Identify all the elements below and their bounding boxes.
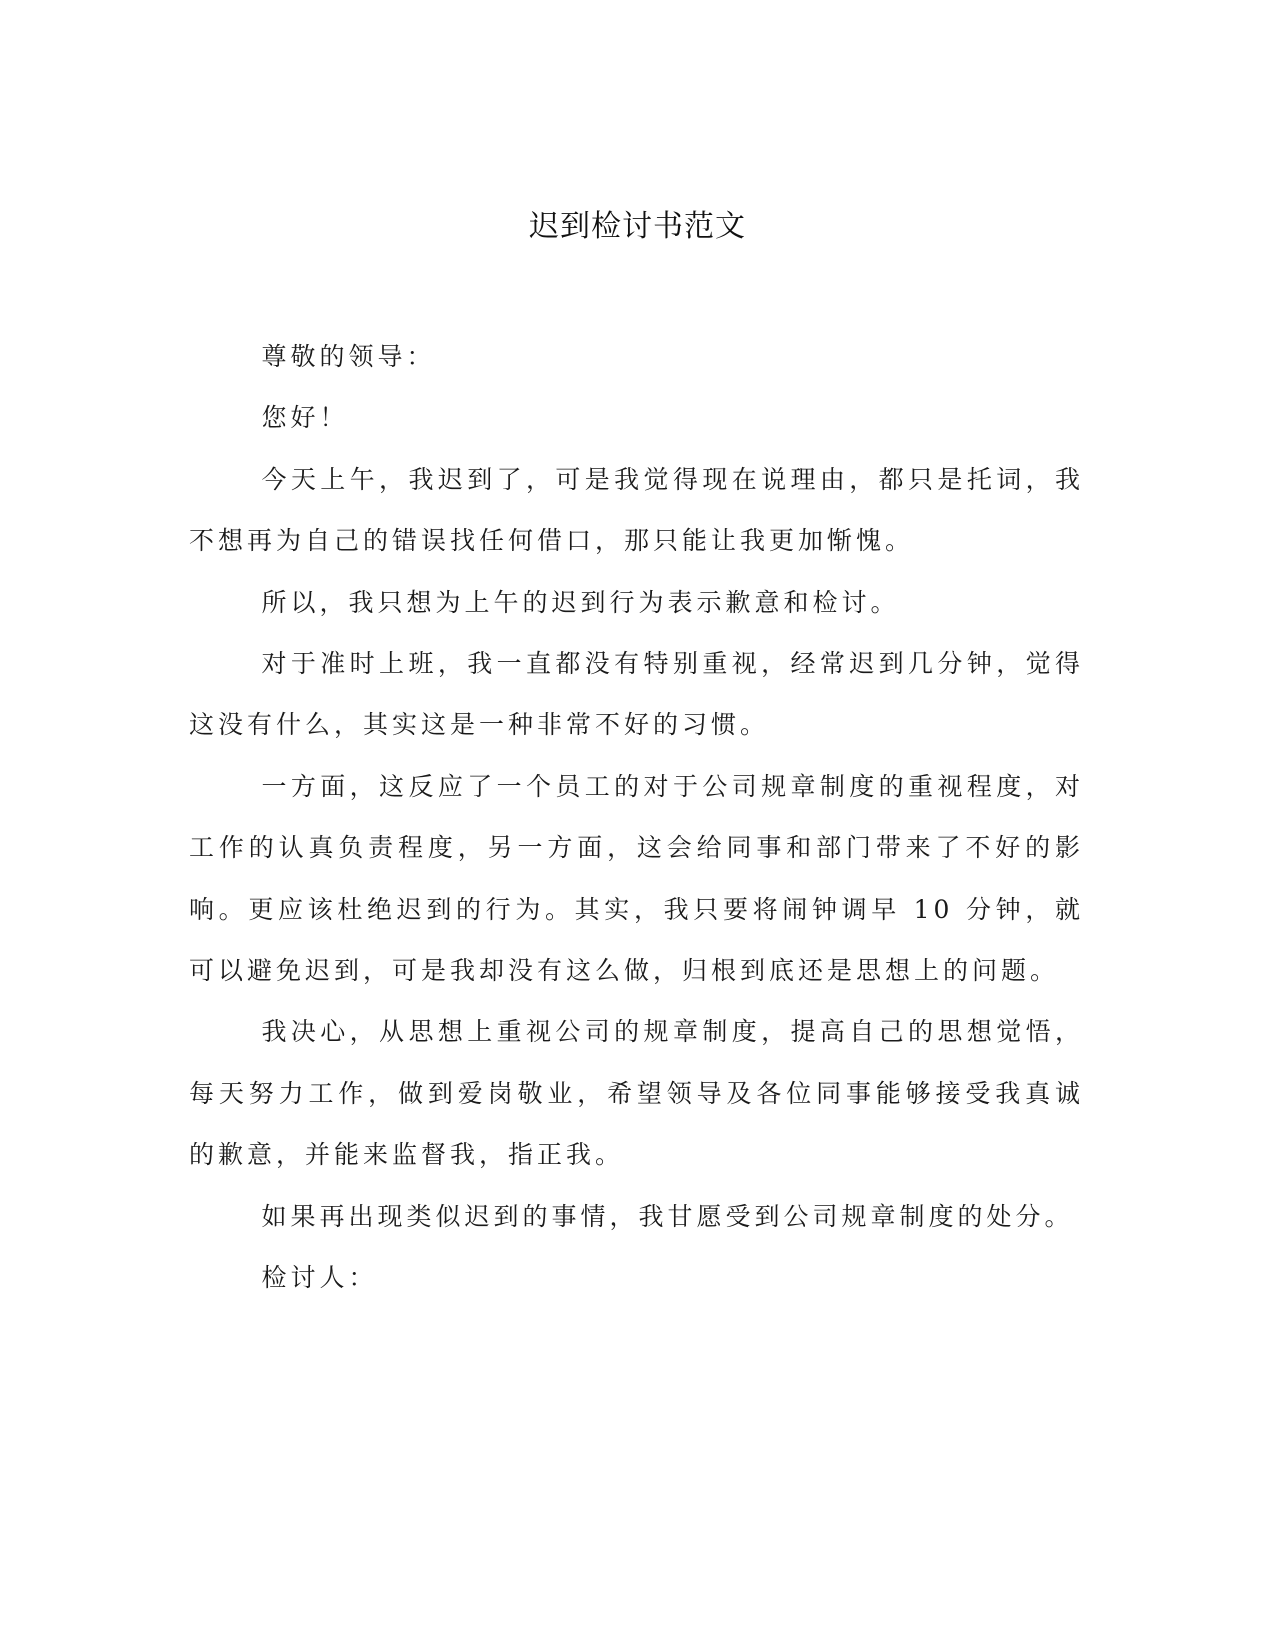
- paragraph: 对于准时上班，我一直都没有特别重视，经常迟到几分钟，觉得这没有什么，其实这是一种非常不好的习惯。: [189, 649, 1084, 740]
- paragraph: 所以，我只想为上午的迟到行为表示歉意和检讨。: [261, 587, 900, 617]
- paragraph: 今天上午，我迟到了，可是我觉得现在说理由，都只是托词，我不想再为自己的错误找任何借口，那只能让我更加惭愧。: [189, 464, 1084, 556]
- salutation: 尊敬的领导：: [261, 342, 436, 371]
- document-body: [189, 326, 1084, 1309]
- signature-label: 检讨人：: [261, 1263, 378, 1293]
- paragraph: 如果再出现类似迟到的事情，我甘愿受到公司规章制度的处分。: [261, 1201, 1074, 1231]
- greeting: 您好！: [261, 403, 349, 433]
- paragraph: 一方面，这反应了一个员工的对于公司规章制度的重视程度，对工作的认真负责程度，另一方面，这会给同事和部门带来了不好的影响。更应该杜绝迟到的行为。其实，我只要将闹钟调早 10 分钟，就可以避免迟到，可是我却没有这么做，归根到底还是思想上的问题。: [189, 771, 1084, 986]
- paragraph: 我决心，从思想上重视公司的规章制度，提高自己的思想觉悟，每天努力工作，做到爱岗敬业，希望领导及各位同事能够接受我真诚的歉意，并能来监督我，指正我。: [189, 1017, 1084, 1170]
- document-title: 迟到检讨书范文: [529, 209, 746, 244]
